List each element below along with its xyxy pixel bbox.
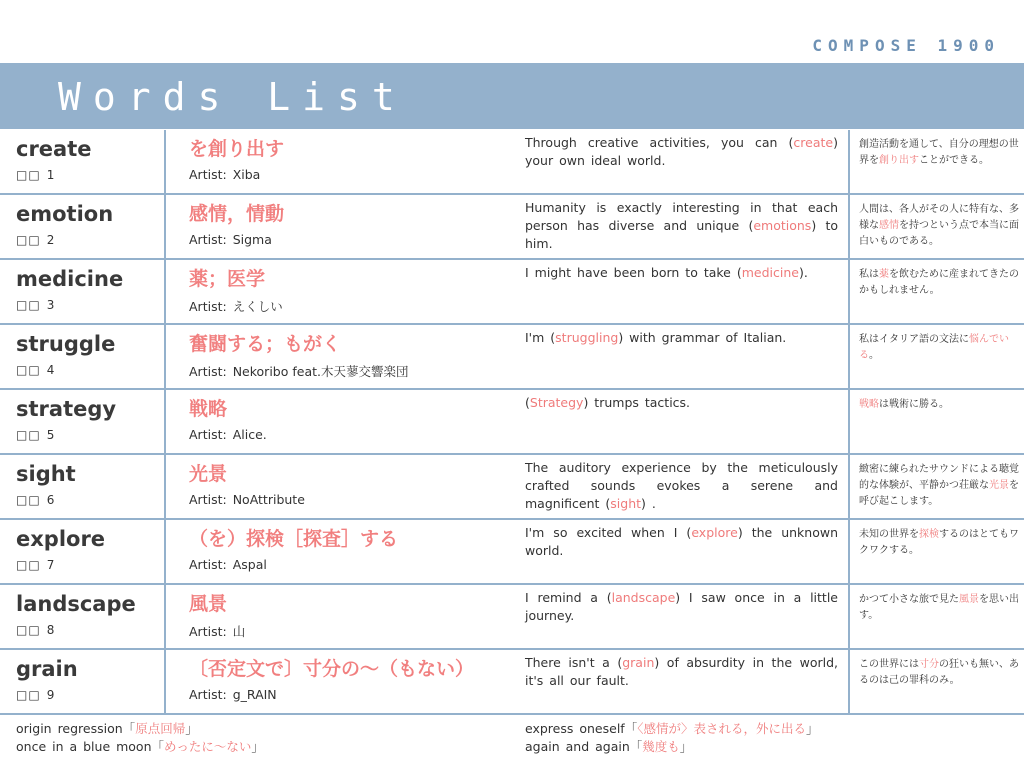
number-label: □□ [16, 168, 41, 182]
meaning: 薬；医学 [189, 268, 266, 290]
artist-label: Artist: [189, 364, 227, 379]
number-label: □□ [16, 428, 41, 442]
japanese-translation: 未知の世界を探検するのはとてもワクワクする。 [859, 529, 1019, 556]
number-label: □□ [16, 233, 41, 247]
phrases-left [16, 720, 264, 756]
example-sentence: Humanity is exactly interesting in that each person has diverse and unique (emotions) to him. [525, 200, 838, 251]
japanese-translation: 人間は、各人がその人に特有な、多様な感情を持つという点で本当に面白いものである。 [859, 204, 1019, 247]
meaning: 風景 [189, 593, 228, 615]
meaning: 感情，情動 [189, 203, 285, 225]
japanese-translation: 緻密に練られたサウンドによる聴覚的な体験が、平静かつ荘厳な光景を呼び起こします。 [859, 464, 1019, 507]
word: sight [16, 462, 76, 486]
brand-label: COMPOSE 1900 [812, 36, 1000, 55]
word: emotion [16, 202, 114, 226]
table-row [0, 195, 1024, 260]
artist-label: Artist: [189, 557, 227, 572]
japanese-translation: 創造活動を通して、自分の理想の世界を創り出すことができる。 [859, 139, 1019, 166]
phrase: origin regression「原点回帰」 [16, 721, 198, 736]
phrase: express oneself「〈感情が〉表される，外に出る」 [525, 721, 819, 736]
word-number: 3 [46, 298, 55, 312]
example-sentence: I remind a (landscape) I saw once in a little journey. [525, 590, 838, 623]
japanese-translation: 戦略は戦術に勝る。 [859, 399, 949, 410]
page-title: Words List [58, 75, 407, 119]
word-number: 6 [46, 493, 55, 507]
meaning: 〔否定文で〕寸分の～（もない） [189, 658, 475, 680]
number-label: □□ [16, 623, 41, 637]
table-row [0, 325, 1024, 390]
artist-name: えくしい [232, 299, 283, 314]
example-sentence: I might have been born to take (medicine). [525, 265, 808, 280]
artist-name: NoAttribute [232, 492, 305, 507]
table-row [0, 390, 1024, 455]
table-row [0, 455, 1024, 520]
artist-label: Artist: [189, 167, 227, 182]
example-sentence: There isn't a (grain) of absurdity in the world, it's all our fault. [525, 655, 838, 688]
artist-name: Sigma [232, 232, 272, 247]
number-label: □□ [16, 298, 41, 312]
japanese-translation: かつて小さな旅で見た風景を思い出す。 [859, 594, 1019, 621]
japanese-translation: 私はイタリア語の文法に悩んでいる。 [859, 334, 1009, 361]
meaning: を創り出す [189, 138, 285, 160]
table-row [0, 260, 1024, 325]
artist-label: Artist: [189, 624, 227, 639]
artist-name: Xiba [232, 167, 261, 182]
phrases-footer [0, 714, 1024, 773]
word-number: 1 [46, 168, 55, 182]
word: explore [16, 527, 106, 551]
meaning: （を）探検［探査］する [189, 528, 399, 550]
word: create [16, 137, 92, 161]
table-row [0, 585, 1024, 650]
number-label: □□ [16, 558, 41, 572]
phrases-right [525, 720, 818, 756]
artist-label: Artist: [189, 299, 227, 314]
artist-name: g_RAIN [232, 687, 277, 702]
phrase: once in a blue moon「めったに～ない」 [16, 739, 264, 754]
japanese-translation: この世界には寸分の狂いも無い、あるのは己の罪科のみ。 [859, 659, 1019, 686]
table-row [0, 520, 1024, 585]
word-number: 5 [46, 428, 55, 442]
table-row [0, 650, 1024, 715]
artist-label: Artist: [189, 492, 227, 507]
artist-name: Alice. [232, 427, 267, 442]
example-sentence: (Strategy) trumps tactics. [525, 395, 691, 410]
artist-name: Aspal [232, 557, 267, 572]
artist-label: Artist: [189, 232, 227, 247]
artist-name: 山 [232, 624, 246, 639]
word: strategy [16, 397, 117, 421]
artist-label: Artist: [189, 427, 227, 442]
number-label: □□ [16, 493, 41, 507]
word: landscape [16, 592, 136, 616]
meaning: 戦略 [189, 398, 228, 420]
example-sentence: The auditory experience by the meticulously crafted sounds evokes a serene and magnificent (sight) . [525, 460, 838, 511]
meaning: 奮闘する；もがく [189, 333, 342, 355]
word-number: 4 [46, 363, 55, 377]
table-row [0, 130, 1024, 195]
title-banner [0, 63, 1024, 129]
artist-label: Artist: [189, 687, 227, 702]
number-label: □□ [16, 688, 41, 702]
meaning: 光景 [189, 463, 228, 485]
word-number: 2 [46, 233, 55, 247]
word-number: 7 [46, 558, 55, 572]
example-sentence: I'm so excited when I (explore) the unknown world. [525, 525, 839, 558]
artist-name: Nekoribo feat.木天蓼交響楽団 [232, 364, 409, 379]
phrase: again and again「幾度も」 [525, 739, 693, 754]
word-number: 8 [46, 623, 55, 637]
word: struggle [16, 332, 116, 356]
japanese-translation: 私は薬を飲むために産まれてきたのかもしれません。 [859, 269, 1019, 296]
word-number: 9 [46, 688, 55, 702]
word: grain [16, 657, 78, 681]
words-table [0, 130, 1024, 715]
number-label: □□ [16, 363, 41, 377]
example-sentence: Through creative activities, you can (create) your own ideal world. [525, 135, 838, 168]
word: medicine [16, 267, 124, 291]
example-sentence: I'm (struggling) with grammar of Italian. [525, 330, 787, 345]
